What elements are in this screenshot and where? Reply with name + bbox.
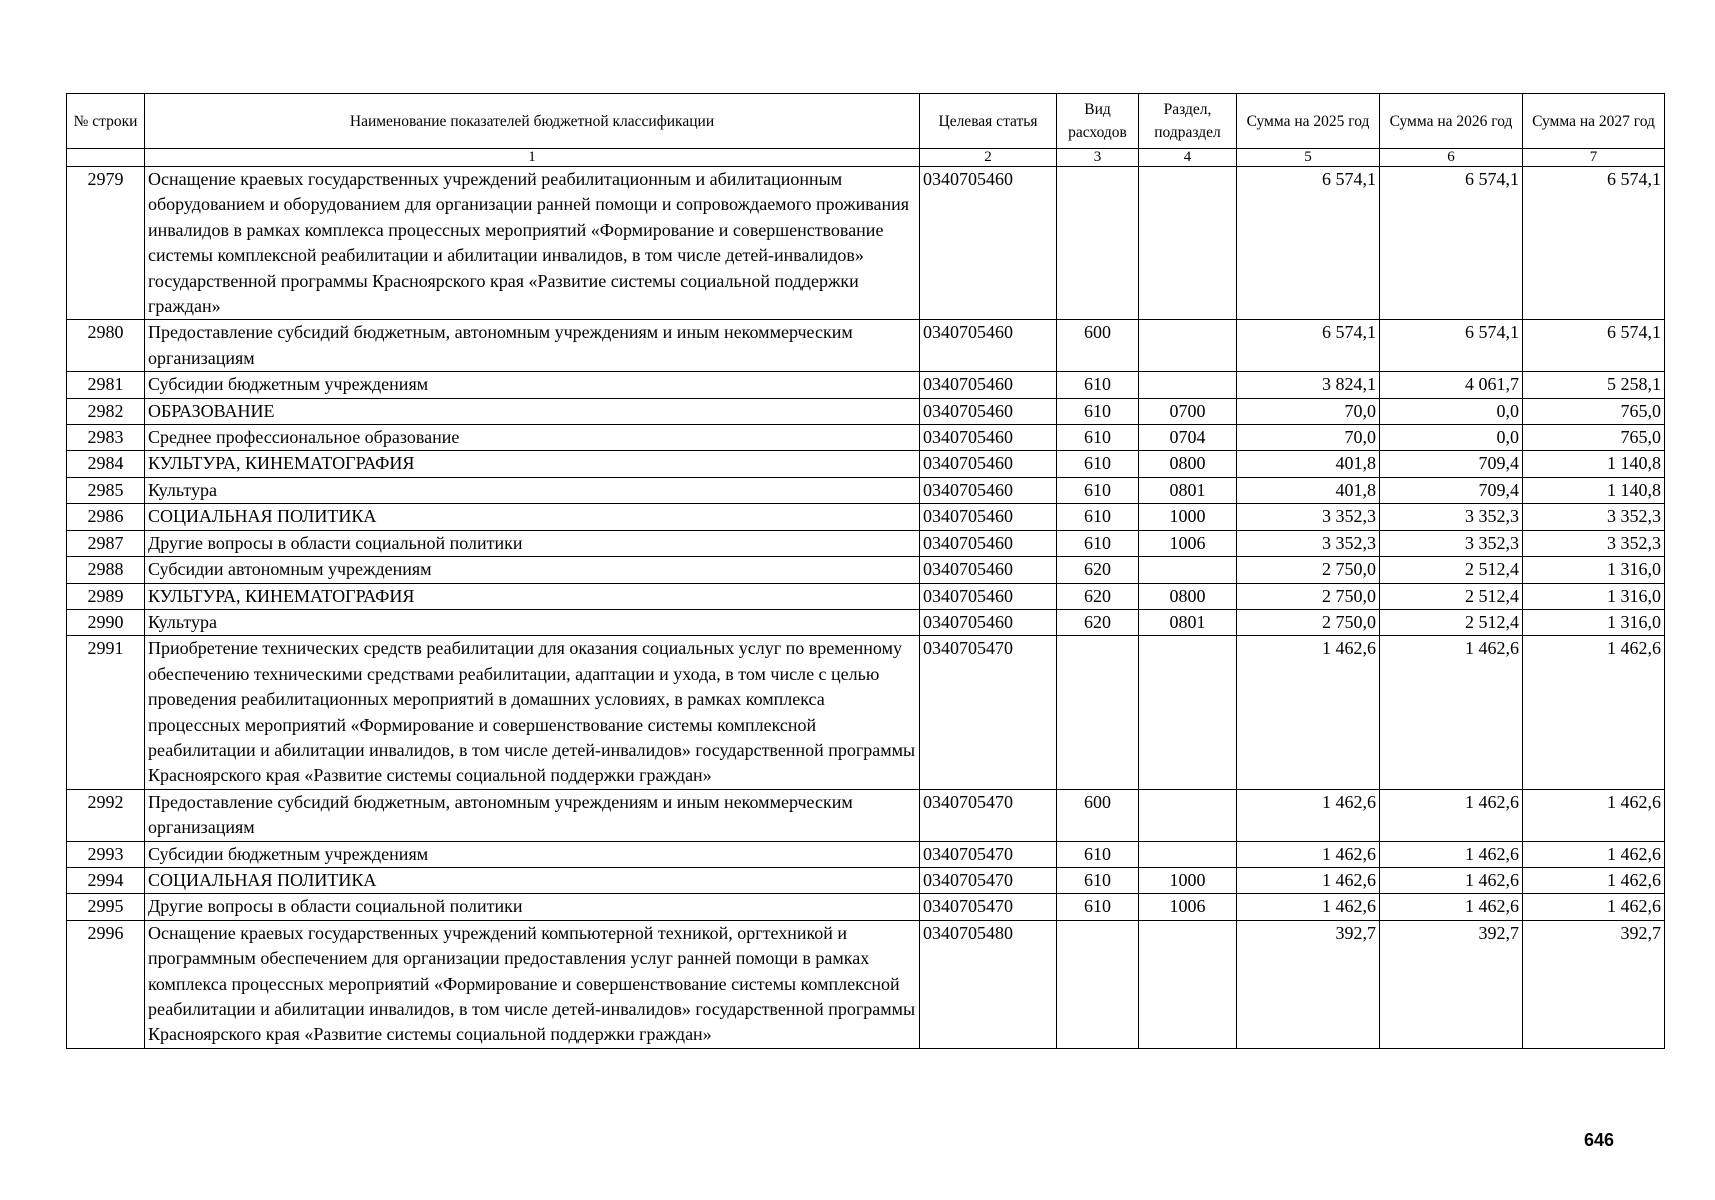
- row-sum-2027: 1 462,6: [1523, 894, 1665, 920]
- row-target-code: 0340705460: [920, 477, 1057, 503]
- table-row: [67, 167, 1665, 320]
- row-target-code: 0340705460: [920, 557, 1057, 583]
- row-sum-2026: 1 462,6: [1380, 867, 1523, 893]
- row-number: 2988: [67, 557, 145, 583]
- table-row: [67, 557, 1665, 583]
- row-sum-2026: 2 512,4: [1380, 557, 1523, 583]
- row-section: [1139, 557, 1237, 583]
- row-sum-2026: 392,7: [1380, 920, 1523, 1048]
- row-number: 2984: [67, 451, 145, 477]
- header-sum-2026: Сумма на 2026 год: [1380, 94, 1523, 149]
- table-row: [67, 841, 1665, 867]
- column-number: 1: [145, 149, 920, 167]
- row-section: 0800: [1139, 583, 1237, 609]
- row-sum-2025: 401,8: [1237, 477, 1380, 503]
- row-expense-type: 610: [1057, 504, 1139, 530]
- row-name: Субсидии бюджетным учреждениям: [145, 841, 920, 867]
- row-section: [1139, 167, 1237, 320]
- row-number: 2990: [67, 609, 145, 635]
- row-sum-2027: 3 352,3: [1523, 530, 1665, 556]
- row-sum-2027: 5 258,1: [1523, 372, 1665, 398]
- row-sum-2027: 765,0: [1523, 425, 1665, 451]
- header-vid: Вид расходов: [1057, 94, 1139, 149]
- header-name: Наименование показателей бюджетной классификации: [145, 94, 920, 149]
- row-sum-2026: 709,4: [1380, 477, 1523, 503]
- row-name: Среднее профессиональное образование: [145, 425, 920, 451]
- row-number: 2992: [67, 789, 145, 841]
- row-section: [1139, 636, 1237, 789]
- budget-table: [66, 93, 1665, 1049]
- row-sum-2026: 0,0: [1380, 398, 1523, 424]
- column-number: 3: [1057, 149, 1139, 167]
- row-target-code: 0340705460: [920, 398, 1057, 424]
- row-section: 1006: [1139, 894, 1237, 920]
- row-name: КУЛЬТУРА, КИНЕМАТОГРАФИЯ: [145, 451, 920, 477]
- row-target-code: 0340705460: [920, 530, 1057, 556]
- row-sum-2027: 1 140,8: [1523, 451, 1665, 477]
- row-number: 2996: [67, 920, 145, 1048]
- row-sum-2026: 2 512,4: [1380, 609, 1523, 635]
- row-number: 2985: [67, 477, 145, 503]
- row-sum-2026: 6 574,1: [1380, 167, 1523, 320]
- row-name: СОЦИАЛЬНАЯ ПОЛИТИКА: [145, 504, 920, 530]
- row-target-code: 0340705460: [920, 583, 1057, 609]
- row-number: 2982: [67, 398, 145, 424]
- row-target-code: 0340705470: [920, 867, 1057, 893]
- row-name: Субсидии автономным учреждениям: [145, 557, 920, 583]
- table-row: [67, 636, 1665, 789]
- row-target-code: 0340705460: [920, 609, 1057, 635]
- row-section: 0801: [1139, 609, 1237, 635]
- row-expense-type: [1057, 920, 1139, 1048]
- row-number: 2986: [67, 504, 145, 530]
- row-sum-2026: 4 061,7: [1380, 372, 1523, 398]
- row-name: СОЦИАЛЬНАЯ ПОЛИТИКА: [145, 867, 920, 893]
- row-sum-2027: 1 316,0: [1523, 583, 1665, 609]
- row-sum-2027: 6 574,1: [1523, 167, 1665, 320]
- row-name: Предоставление субсидий бюджетным, автономным учреждениям и иным некоммерческим организациям: [145, 320, 920, 372]
- row-section: 1006: [1139, 530, 1237, 556]
- table-row: [67, 920, 1665, 1048]
- row-sum-2025: 3 824,1: [1237, 372, 1380, 398]
- table-row: [67, 398, 1665, 424]
- row-target-code: 0340705460: [920, 451, 1057, 477]
- table-body: [67, 167, 1665, 1049]
- row-name: Культура: [145, 477, 920, 503]
- row-section: 0700: [1139, 398, 1237, 424]
- header-row: [67, 94, 1665, 149]
- row-sum-2025: 1 462,6: [1237, 789, 1380, 841]
- row-sum-2026: 3 352,3: [1380, 530, 1523, 556]
- row-sum-2026: 3 352,3: [1380, 504, 1523, 530]
- row-expense-type: 610: [1057, 425, 1139, 451]
- header-sum-2025: Сумма на 2025 год: [1237, 94, 1380, 149]
- row-sum-2025: 1 462,6: [1237, 636, 1380, 789]
- row-target-code: 0340705460: [920, 320, 1057, 372]
- row-target-code: 0340705470: [920, 841, 1057, 867]
- column-number: 4: [1139, 149, 1237, 167]
- row-sum-2025: 1 462,6: [1237, 867, 1380, 893]
- row-sum-2027: 1 462,6: [1523, 636, 1665, 789]
- row-number: 2991: [67, 636, 145, 789]
- row-sum-2025: 2 750,0: [1237, 583, 1380, 609]
- row-expense-type: 600: [1057, 320, 1139, 372]
- row-sum-2027: 3 352,3: [1523, 504, 1665, 530]
- table-row: [67, 477, 1665, 503]
- row-sum-2027: 1 462,6: [1523, 841, 1665, 867]
- row-sum-2027: 1 462,6: [1523, 867, 1665, 893]
- table-row: [67, 583, 1665, 609]
- table-row: [67, 789, 1665, 841]
- row-number: 2987: [67, 530, 145, 556]
- row-sum-2025: 3 352,3: [1237, 504, 1380, 530]
- column-number: 2: [920, 149, 1057, 167]
- row-name: Оснащение краевых государственных учреждений реабилитационным и абилитационным оборудованием и оборудованием для организации ранней помощи и сопровождаемого проживания инвалидов в рамках комплекса процессных мероприятий «Формирование и совершенствование системы комплексной реабилитации и абилитации инвалидов, в том числе детей-инвалидов» государственной программы Красноярского края «Развитие системы социальной поддержки граждан»: [145, 167, 920, 320]
- header-sum-2027: Сумма на 2027 год: [1523, 94, 1665, 149]
- row-expense-type: [1057, 167, 1139, 320]
- row-sum-2027: 1 316,0: [1523, 557, 1665, 583]
- row-sum-2025: 70,0: [1237, 425, 1380, 451]
- row-number: 2981: [67, 372, 145, 398]
- column-number: 5: [1237, 149, 1380, 167]
- row-section: [1139, 372, 1237, 398]
- row-sum-2027: 765,0: [1523, 398, 1665, 424]
- row-name: Культура: [145, 609, 920, 635]
- row-section: [1139, 841, 1237, 867]
- row-sum-2027: 6 574,1: [1523, 320, 1665, 372]
- column-number: 6: [1380, 149, 1523, 167]
- column-number: [67, 149, 145, 167]
- row-target-code: 0340705460: [920, 504, 1057, 530]
- row-name: Субсидии бюджетным учреждениям: [145, 372, 920, 398]
- row-sum-2027: 1 140,8: [1523, 477, 1665, 503]
- table-row: [67, 867, 1665, 893]
- row-name: КУЛЬТУРА, КИНЕМАТОГРАФИЯ: [145, 583, 920, 609]
- row-expense-type: 610: [1057, 841, 1139, 867]
- row-sum-2025: 2 750,0: [1237, 557, 1380, 583]
- table-row: [67, 320, 1665, 372]
- row-number: 2994: [67, 867, 145, 893]
- row-number: 2980: [67, 320, 145, 372]
- row-sum-2026: 6 574,1: [1380, 320, 1523, 372]
- row-section: 0704: [1139, 425, 1237, 451]
- row-expense-type: 610: [1057, 894, 1139, 920]
- row-sum-2026: 1 462,6: [1380, 636, 1523, 789]
- row-section: 1000: [1139, 867, 1237, 893]
- header-razdel: Раздел, подраздел: [1139, 94, 1237, 149]
- row-sum-2025: 6 574,1: [1237, 167, 1380, 320]
- row-expense-type: 610: [1057, 451, 1139, 477]
- row-target-code: 0340705470: [920, 894, 1057, 920]
- row-sum-2027: 1 316,0: [1523, 609, 1665, 635]
- page-number: 646: [1584, 1130, 1615, 1150]
- row-expense-type: 620: [1057, 557, 1139, 583]
- row-section: 0800: [1139, 451, 1237, 477]
- row-sum-2026: 0,0: [1380, 425, 1523, 451]
- row-name: Оснащение краевых государственных учреждений компьютерной техникой, оргтехникой и программным обеспечением для организации предоставления услуг ранней помощи в рамках комплекса процессных мероприятий «Формирование и совершенствование системы комплексной реабилитации и абилитации инвалидов, в том числе детей-инвалидов» государственной программы Красноярского края «Развитие системы социальной поддержки граждан»: [145, 920, 920, 1048]
- row-name: Другие вопросы в области социальной политики: [145, 894, 920, 920]
- row-number: 2993: [67, 841, 145, 867]
- row-sum-2026: 709,4: [1380, 451, 1523, 477]
- table-row: [67, 894, 1665, 920]
- row-name: Приобретение технических средств реабилитации для оказания социальных услуг по временному обеспечению техническими средствами реабилитации, адаптации и ухода, в том числе с целью проведения реабилитационных мероприятий в домашних условиях, в рамках комплекса процессных мероприятий «Формирование и совершенствование системы комплексной реабилитации и абилитации инвалидов, в том числе детей-инвалидов» государственной программы Красноярского края «Развитие системы социальной поддержки граждан»: [145, 636, 920, 789]
- header-row-no: № строки: [67, 94, 145, 149]
- row-target-code: 0340705460: [920, 372, 1057, 398]
- row-name: Предоставление субсидий бюджетным, автономным учреждениям и иным некоммерческим организациям: [145, 789, 920, 841]
- row-sum-2025: 6 574,1: [1237, 320, 1380, 372]
- table-row: [67, 425, 1665, 451]
- row-number: 2979: [67, 167, 145, 320]
- row-sum-2025: 1 462,6: [1237, 894, 1380, 920]
- row-expense-type: 610: [1057, 372, 1139, 398]
- row-expense-type: 600: [1057, 789, 1139, 841]
- row-sum-2025: 3 352,3: [1237, 530, 1380, 556]
- row-section: [1139, 920, 1237, 1048]
- row-section: 1000: [1139, 504, 1237, 530]
- row-sum-2027: 392,7: [1523, 920, 1665, 1048]
- table-row: [67, 504, 1665, 530]
- row-number: 2983: [67, 425, 145, 451]
- row-sum-2025: 401,8: [1237, 451, 1380, 477]
- row-expense-type: 620: [1057, 609, 1139, 635]
- row-sum-2026: 1 462,6: [1380, 841, 1523, 867]
- table-row: [67, 609, 1665, 635]
- column-number-row: [67, 149, 1665, 167]
- row-expense-type: 620: [1057, 583, 1139, 609]
- table-row: [67, 451, 1665, 477]
- row-number: 2995: [67, 894, 145, 920]
- row-expense-type: 610: [1057, 398, 1139, 424]
- table-row: [67, 530, 1665, 556]
- row-sum-2025: 2 750,0: [1237, 609, 1380, 635]
- row-section: 0801: [1139, 477, 1237, 503]
- row-target-code: 0340705460: [920, 425, 1057, 451]
- row-sum-2025: 392,7: [1237, 920, 1380, 1048]
- row-sum-2026: 2 512,4: [1380, 583, 1523, 609]
- row-target-code: 0340705460: [920, 167, 1057, 320]
- row-expense-type: 610: [1057, 530, 1139, 556]
- row-target-code: 0340705480: [920, 920, 1057, 1048]
- row-section: [1139, 320, 1237, 372]
- row-target-code: 0340705470: [920, 636, 1057, 789]
- column-number: 7: [1523, 149, 1665, 167]
- row-expense-type: 610: [1057, 477, 1139, 503]
- row-expense-type: [1057, 636, 1139, 789]
- row-number: 2989: [67, 583, 145, 609]
- row-sum-2025: 70,0: [1237, 398, 1380, 424]
- row-expense-type: 610: [1057, 867, 1139, 893]
- table-row: [67, 372, 1665, 398]
- row-name: ОБРАЗОВАНИЕ: [145, 398, 920, 424]
- row-sum-2026: 1 462,6: [1380, 789, 1523, 841]
- row-sum-2027: 1 462,6: [1523, 789, 1665, 841]
- header-target: Целевая статья: [920, 94, 1057, 149]
- row-sum-2026: 1 462,6: [1380, 894, 1523, 920]
- row-name: Другие вопросы в области социальной политики: [145, 530, 920, 556]
- row-sum-2025: 1 462,6: [1237, 841, 1380, 867]
- row-section: [1139, 789, 1237, 841]
- row-target-code: 0340705470: [920, 789, 1057, 841]
